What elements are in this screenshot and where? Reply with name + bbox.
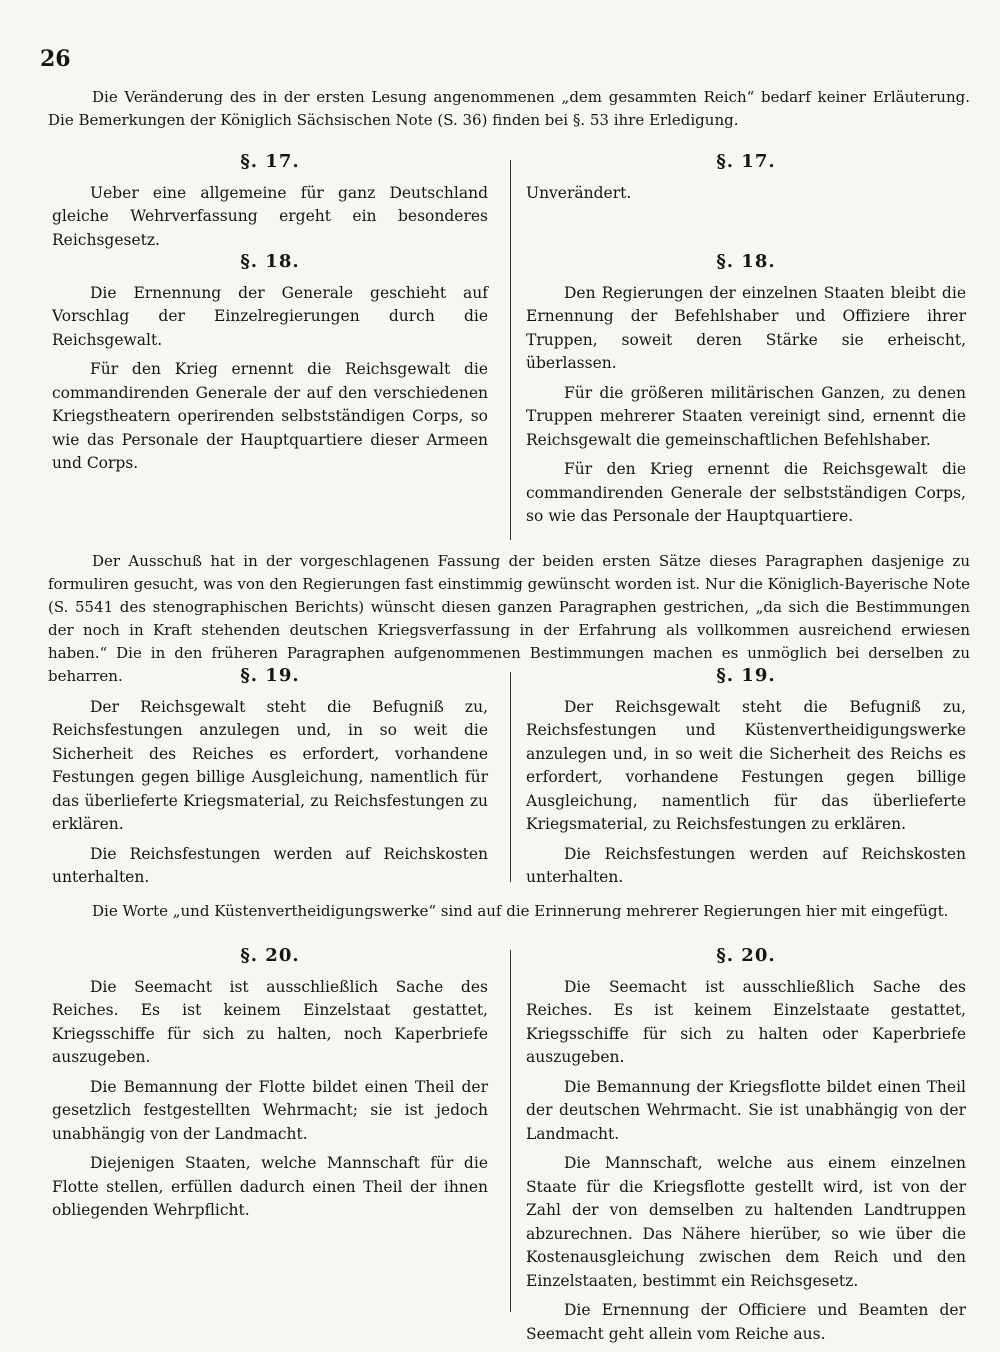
sec20-right-heading: §. 20. [716,945,776,966]
sec20-left-para-1: Die Seemacht ist ausschließlich Sache des Reiches. Es ist keinem Einzelstaat gestattet, Kriegsschiffe für sich zu halten, noch Kaperbriefe auszugeben. [52,977,488,1066]
sec19-left-para-2: Die Reichsfestungen werden auf Reichskosten unterhalten. [52,844,488,886]
sec18-right-column [526,250,966,535]
sec18-right-heading: §. 18. [716,251,776,272]
sec20-right-para-4: Die Ernennung der Officiere und Beamten der Seemacht geht allein vom Reiche aus. [526,1301,966,1343]
sec18-left-para-2: Für den Krieg ernennt die Reichsgewalt die commandirenden Generale der auf den verschiedenen Kriegstheatern operirenden selbstständigen Corps, so wie das Personale der Hauptquartiere dieser Armeen und Corps. [52,360,488,472]
commentary-18-text: Der Ausschuß hat in der vorgeschlagenen Fassung der beiden ersten Sätze dieses Paragraphen dasjenige zu formuliren gesucht, was von den Regierungen fast einstimmig gewünscht worden ist. Nur die Königlich-Bayerische Note (S. 5541 des stenographischen Berichts) wünscht diesen ganzen Paragraphen gestrichen, „da sich die Bestimmungen der noch in Kraft stehenden deutschen Kriegsverfassung in der Erfahrung als vollkommen ausreichend erwiesen haben.“ Die in den früheren Paragraphen aufgenommenen Bestimmungen machen es unmöglich bei derselben zu beharren. [48,552,970,685]
sec19-left-heading: §. 19. [240,665,300,686]
sec20-left-para-2: Die Bemannung der Flotte bildet einen Theil der gesetzlich festgestellten Wehrmacht; sie ist jedoch unabhängig von der Landmacht. [52,1077,488,1143]
sec20-left-para-3: Diejenigen Staaten, welche Mannschaft für die Flotte stellen, erfüllen dadurch einen Theil der ihnen obliegenden Wehrpflicht. [52,1154,488,1219]
sec20-right-para-3: Die Mannschaft, welche aus einem einzelnen Staate für die Kriegsflotte gestellt wird, ist von der Zahl der von demselben zu haltenden Landtruppen abzurechnen. Das Nähere hierüber, so wie über die Kostenausgleichung zwischen dem Reich und den Einzelstaaten, bestimmt ein Reichsgesetz. [526,1154,966,1290]
sec17-left-column [52,150,488,258]
sec18-left-para-1: Die Ernennung der Generale geschieht auf Vorschlag der Einzelregierungen durch die Reichsgewalt. [52,283,488,349]
sec19-right-para-1: Der Reichsgewalt steht die Befugniß zu, Reichsfestungen und Küstenvertheidigungswerke anzulegen und, in so weit die Sicherheit des Reichs es erfordert, vorhandene Festungen gegen billige Ausgleichung, namentlich für das überlieferte Kriegsmaterial, zu Reichsfestungen zu erklären. [526,697,966,833]
sec19-left-column [52,664,488,896]
sec19-right-heading: §. 19. [716,665,776,686]
sec20-right-para-2: Die Bemannung der Kriegsflotte bildet einen Theil der deutschen Wehrmacht. Sie ist unabhängig von der Landmacht. [526,1077,966,1143]
sec19-right-column [526,664,966,896]
commentary-19-text: Die Worte „und Küstenvertheidigungswerke“ sind auf die Erinnerung mehrerer Regierungen hier mit eingefügt. [92,902,949,920]
sec18-right-para-2: Für die größeren militärischen Ganzen, zu denen Truppen mehrerer Staaten vereinigt sind, ernennt die Reichsgewalt die gemeinschaftlichen Befehlshaber. [526,383,966,449]
sec18-right-para-1: Den Regierungen der einzelnen Staaten bleibt die Ernennung der Befehlshaber und Offiziere ihrer Truppen, soweit deren Stärke sie erheischt, überlassen. [526,283,966,372]
intro-paragraph: Die Veränderung des in der ersten Lesung angenommenen „dem gesammten Reich“ bedarf keiner Erläuterung. Die Bemerkungen der Königlich Sächsischen Note (S. 36) finden bei §. 53 ihre Erledigung. [48,88,970,129]
intro-note [48,86,970,132]
sec20-left-heading: §. 20. [240,945,300,966]
column-divider [510,950,511,1312]
commentary-19 [48,900,970,923]
sec19-left-para-1: Der Reichsgewalt steht die Befugniß zu, Reichsfestungen anzulegen und, in so weit die Sicherheit des Reiches es erfordert, vorhandene Festungen gegen billige Ausgleichung, namentlich für das überlieferte Kriegsmaterial, zu Reichsfestungen zu erklären. [52,697,488,833]
sec17-right-column [526,150,966,211]
sec18-left-heading: §. 18. [240,251,300,272]
sec17-right-text: Unverändert. [526,183,632,202]
sec17-left-heading: §. 17. [240,151,300,172]
sec18-right-para-3: Für den Krieg ernennt die Reichsgewalt die commandirenden Generale der selbstständigen Corps, so wie das Personale der Hauptquartiere. [526,460,966,525]
sec20-right-column [526,944,966,1352]
sec19-right-para-2: Die Reichsfestungen werden auf Reichskosten unterhalten. [526,844,966,886]
sec17-left-text: Ueber eine allgemeine für ganz Deutschland gleiche Wehrverfassung ergeht ein besonderes Reichsgesetz. [52,183,488,249]
column-divider [510,160,511,540]
sec18-left-column [52,250,488,482]
sec17-right-heading: §. 17. [716,151,776,172]
column-divider [510,672,511,882]
sec20-right-para-1: Die Seemacht ist ausschließlich Sache des Reiches. Es ist keinem Einzelstaate gestattet, Kriegsschiffe für sich zu halten oder Kaperbriefe auszugeben. [526,977,966,1066]
page-number: 26 [40,46,71,72]
sec20-left-column [52,944,488,1229]
